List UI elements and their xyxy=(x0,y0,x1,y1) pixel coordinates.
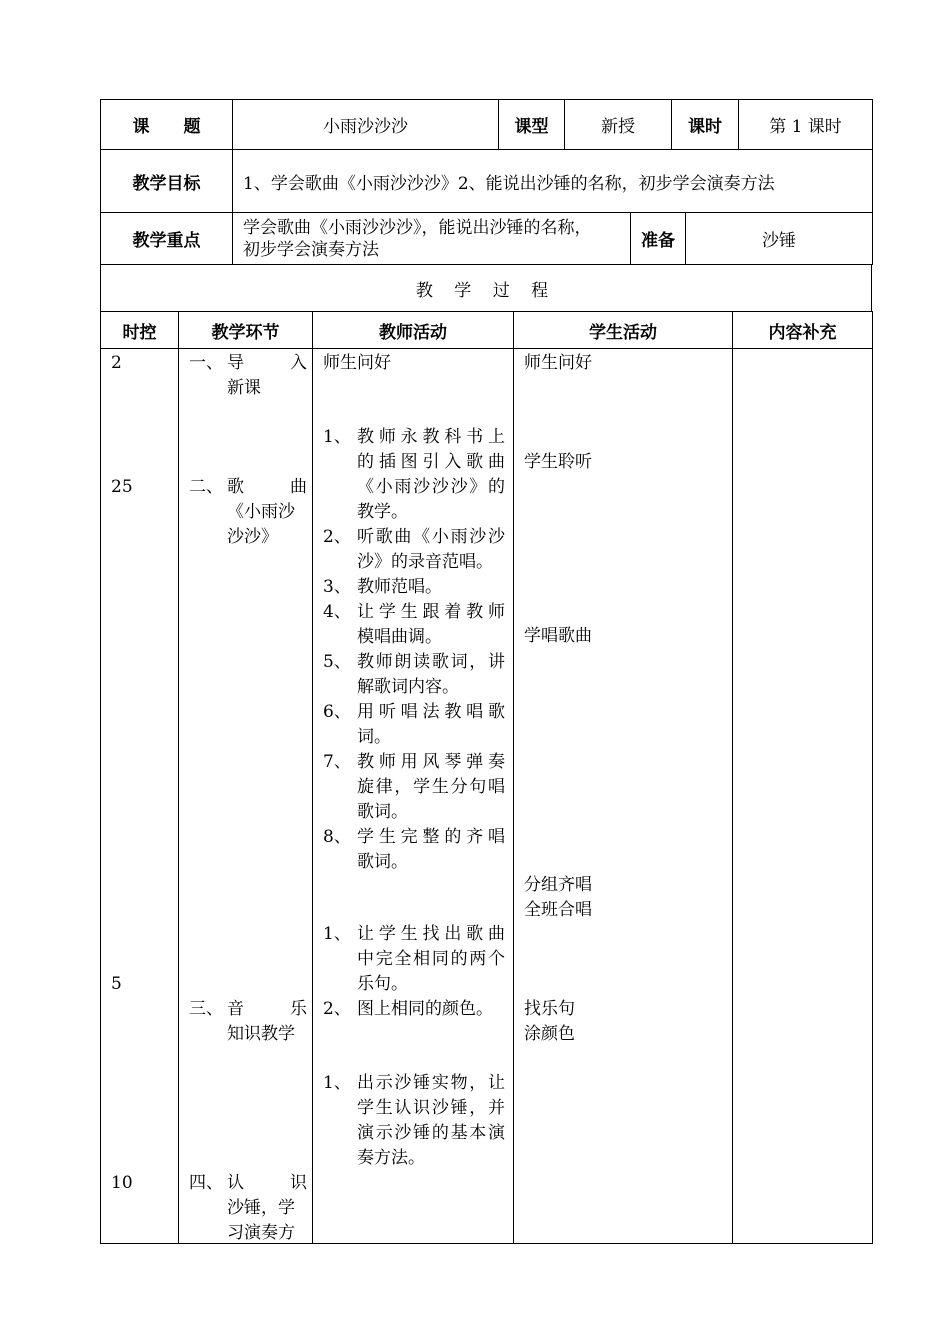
teacher-item-number: 1、 xyxy=(323,427,351,447)
teacher-item-line: 旋律，学生分句唱 xyxy=(357,777,505,797)
teacher-item-number: 2、 xyxy=(323,527,351,547)
step-1-line2: 新课 xyxy=(227,378,261,398)
goals-label: 教学目标 xyxy=(101,150,233,213)
focus-text xyxy=(233,213,631,265)
teacher-item-line: 用听唱法教唱歌 xyxy=(357,702,505,722)
focus-table xyxy=(100,212,873,265)
time-3: 5 xyxy=(111,974,122,994)
focus-line-1: 学会歌曲《小雨沙沙沙》，能说出沙锤的名称， xyxy=(243,217,592,238)
step-2-num: 二、 xyxy=(189,477,223,497)
teacher-item-line: 听歌曲《小雨沙沙 xyxy=(357,527,505,547)
focus-line-2: 初步学会演奏方法 xyxy=(243,239,379,260)
student-activity-5: 全班合唱 xyxy=(524,900,592,920)
teacher-item-number: 1、 xyxy=(323,924,351,944)
step-1-num: 一、 xyxy=(189,353,223,373)
teacher-item-line: 演示沙锤的基本演 xyxy=(357,1123,505,1143)
student-activity-2: 学生聆听 xyxy=(524,452,592,472)
prep-value: 沙锤 xyxy=(686,213,873,265)
step-3-line2: 知识教学 xyxy=(227,1024,295,1044)
process-table xyxy=(100,311,873,1244)
process-title-table xyxy=(100,264,872,312)
student-activity-3: 学唱歌曲 xyxy=(524,626,592,646)
teacher-item-number: 8、 xyxy=(323,827,351,847)
topic-value: 小雨沙沙沙 xyxy=(233,100,499,150)
step-4-line2: 沙锤，学 xyxy=(227,1198,295,1218)
period-value: 第 1 课时 xyxy=(739,100,873,150)
teacher-item-line: 沙》的录音范唱。 xyxy=(357,552,493,572)
student-activity-6: 找乐句 xyxy=(524,999,575,1019)
lesson-plan-document xyxy=(100,99,872,1244)
col-header-student: 学生活动 xyxy=(514,312,733,349)
time-column xyxy=(101,349,179,1244)
student-column xyxy=(514,349,733,1244)
step-2-line2: 《小雨沙 xyxy=(227,502,295,522)
step-1-line1: 导入 xyxy=(227,353,307,373)
teacher-item-number: 1、 xyxy=(323,1073,351,1093)
step-4-line1: 认识 xyxy=(227,1173,307,1193)
student-activity-1: 师生问好 xyxy=(524,353,592,373)
topic-label: 课 题 xyxy=(101,100,233,150)
col-header-notes: 内容补充 xyxy=(733,312,873,349)
teacher-item-line: 奏方法。 xyxy=(357,1148,425,1168)
step-2-line1: 歌曲 xyxy=(227,477,307,497)
time-2: 25 xyxy=(111,477,133,497)
teacher-item-line: 乐句。 xyxy=(357,974,408,994)
step-2-line3: 沙沙》 xyxy=(227,527,278,547)
teacher-item-number: 6、 xyxy=(323,702,351,722)
prep-label: 准备 xyxy=(631,213,686,265)
focus-label: 教学重点 xyxy=(101,213,233,265)
time-1: 2 xyxy=(111,353,122,373)
teacher-item-line: 让学生找出歌曲 xyxy=(357,924,505,944)
header-table xyxy=(100,99,873,150)
teacher-item-line: 教师永教科书上 xyxy=(357,427,505,447)
step-3-num: 三、 xyxy=(189,999,223,1019)
step-3-line1: 音乐 xyxy=(227,999,307,1019)
teacher-item-line: 词。 xyxy=(357,727,391,747)
teacher-greet: 师生问好 xyxy=(323,353,391,373)
goals-text: 1、学会歌曲《小雨沙沙沙》2、能说出沙锤的名称，初步学会演奏方法 xyxy=(233,150,873,213)
type-value: 新授 xyxy=(565,100,672,150)
teacher-item-line: 中完全相同的两个 xyxy=(357,949,505,969)
col-header-time: 时控 xyxy=(101,312,179,349)
teacher-item-line: 出示沙锤实物，让 xyxy=(357,1073,505,1093)
col-header-step: 教学环节 xyxy=(179,312,313,349)
teacher-item-number: 5、 xyxy=(323,652,351,672)
teacher-item-line: 教学。 xyxy=(357,502,408,522)
teacher-item-line: 的插图引入歌曲 xyxy=(357,452,505,472)
teacher-item-line: 歌词。 xyxy=(357,802,408,822)
teacher-item-line: 教师朗读歌词，讲 xyxy=(357,652,505,672)
time-4: 10 xyxy=(111,1173,133,1193)
teacher-item-line: 图上相同的颜色。 xyxy=(357,999,493,1019)
teacher-item-line: 学生认识沙锤，并 xyxy=(357,1098,505,1118)
student-activity-4: 分组齐唱 xyxy=(524,875,592,895)
step-column xyxy=(179,349,313,1244)
teacher-item-line: 歌词。 xyxy=(357,852,408,872)
step-4-num: 四、 xyxy=(189,1173,223,1193)
period-label: 课时 xyxy=(672,100,739,150)
teacher-item-line: 让学生跟着教师 xyxy=(357,602,505,622)
col-header-teacher: 教师活动 xyxy=(313,312,514,349)
notes-column xyxy=(733,349,873,1244)
teacher-item-line: 教师范唱。 xyxy=(357,577,442,597)
teacher-item-number: 4、 xyxy=(323,602,351,622)
student-activity-7: 涂颜色 xyxy=(524,1024,575,1044)
teacher-item-line: 模唱曲调。 xyxy=(357,627,442,647)
teacher-item-line: 解歌词内容。 xyxy=(357,677,459,697)
teacher-item-line: 教师用风琴弹奏 xyxy=(357,752,505,772)
teacher-item-line: 学生完整的齐唱 xyxy=(357,827,505,847)
teacher-item-number: 7、 xyxy=(323,752,351,772)
type-label: 课型 xyxy=(499,100,565,150)
teacher-item-number: 3、 xyxy=(323,577,351,597)
teacher-item-line: 《小雨沙沙沙》的 xyxy=(357,477,505,497)
step-4-line3: 习演奏方 xyxy=(227,1223,295,1243)
teacher-column xyxy=(313,349,514,1244)
goals-table xyxy=(100,149,873,213)
teacher-item-number: 2、 xyxy=(323,999,351,1019)
process-title: 教 学 过 程 xyxy=(101,265,872,312)
